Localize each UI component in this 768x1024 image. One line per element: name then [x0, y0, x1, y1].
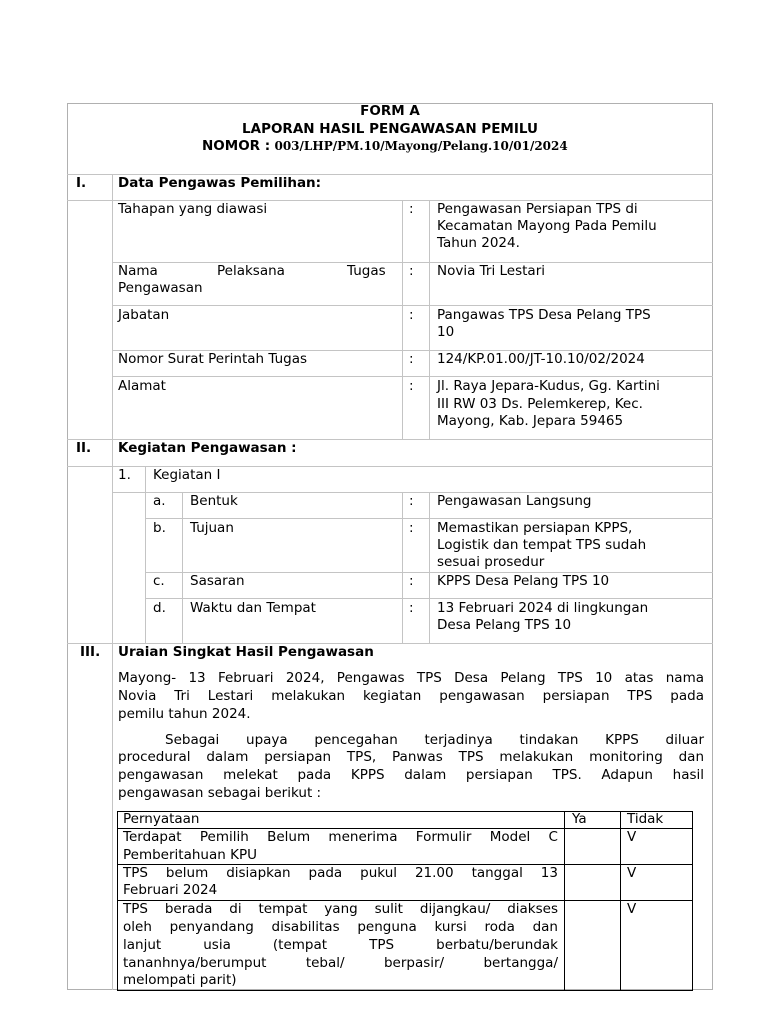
- table-cell: lanjut usia (tempat TPS berbatu/berundak: [123, 937, 558, 953]
- report-title: LAPORAN HASIL PENGAWASAN PEMILU: [242, 121, 538, 137]
- field-value: Mayong, Kab. Jepara 59465: [437, 413, 624, 429]
- field-label: Pelaksana: [217, 263, 285, 279]
- table-cell: TPS berada di tempat yang sulit dijangkau/ diakses: [123, 901, 558, 917]
- field-separator: :: [409, 351, 414, 367]
- divider: [112, 376, 713, 377]
- section-number: III.: [80, 644, 101, 660]
- field-separator: :: [409, 600, 414, 616]
- divider: [402, 200, 403, 439]
- field-value: III RW 03 Ds. Pelemkerep, Kec.: [437, 396, 643, 412]
- divider: [429, 492, 430, 643]
- field-value: Logistik dan tempat TPS sudah: [437, 537, 647, 553]
- paragraph-line: Novia Tri Lestari melakukan kegiatan pengawasan persiapan TPS pada: [118, 688, 704, 704]
- activity-number: 1.: [118, 467, 131, 483]
- field-label: Jabatan: [118, 307, 170, 323]
- field-value: Jl. Raya Jepara-Kudus, Gg. Kartini: [437, 378, 660, 394]
- nomor-value: 003/LHP/PM.10/Mayong/Pelang.10/01/2024: [274, 139, 568, 153]
- divider: [112, 174, 113, 990]
- field-label: Nomor Surat Perintah Tugas: [118, 351, 308, 367]
- divider: [182, 492, 183, 643]
- field-value: Desa Pelang TPS 10: [437, 617, 572, 633]
- field-value: 10: [437, 324, 455, 340]
- paragraph-line: pengawasan sebagai berikut :: [118, 785, 322, 801]
- table-cell: Februari 2024: [123, 882, 218, 898]
- field-separator: :: [409, 573, 414, 589]
- table-cell-tidak: V: [627, 865, 637, 881]
- divider: [145, 466, 146, 643]
- item-letter: a.: [153, 493, 166, 509]
- section-title: Uraian Singkat Hasil Pengawasan: [118, 644, 374, 660]
- field-label: Pengawasan: [118, 280, 203, 296]
- paragraph-line: procedural dalam persiapan TPS, Panwas TPS melakukan monitoring dan: [118, 749, 704, 765]
- paragraph-line: pengawasan melekat pada KPPS dalam persiapan TPS. Adapun hasil: [118, 767, 704, 783]
- field-separator: :: [409, 378, 414, 394]
- field-value: KPPS Desa Pelang TPS 10: [437, 573, 610, 589]
- field-separator: :: [409, 307, 414, 323]
- table-cell-tidak: V: [627, 829, 637, 845]
- field-label: Alamat: [118, 378, 166, 394]
- field-separator: :: [409, 263, 414, 279]
- section-title: Data Pengawas Pemilihan:: [118, 175, 322, 191]
- field-value: Novia Tri Lestari: [437, 263, 546, 279]
- table-cell: melompati parit): [123, 972, 237, 988]
- divider: [112, 305, 713, 306]
- field-value: sesuai prosedur: [437, 554, 545, 570]
- table-divider: [564, 811, 565, 991]
- field-value: 13 Februari 2024 di lingkungan: [437, 600, 649, 616]
- divider: [402, 492, 403, 643]
- field-label: Tugas: [347, 263, 386, 279]
- form-label: FORM A: [360, 103, 420, 119]
- field-separator: :: [409, 520, 414, 536]
- table-header-pernyataan: Pernyataan: [123, 811, 200, 827]
- table-cell: Pemberitahuan KPU: [123, 847, 257, 863]
- field-label: Sasaran: [190, 573, 245, 589]
- paragraph-line: Sebagai upaya pencegahan terjadinya tindakan KPPS diluar: [165, 732, 704, 748]
- table-divider: [620, 811, 621, 991]
- nomor-label: NOMOR :: [202, 138, 271, 154]
- table-cell: Terdapat Pemilih Belum menerima Formulir Model C: [123, 829, 558, 845]
- table-cell-tidak: V: [627, 901, 637, 917]
- table-cell: tananhnya/berumput tebal/ berpasir/ bertangga/: [123, 955, 558, 971]
- field-label: Bentuk: [190, 493, 238, 509]
- field-value: Kecamatan Mayong Pada Pemilu: [437, 218, 657, 234]
- field-value: Tahun 2024.: [437, 235, 520, 251]
- table-header-ya: Ya: [572, 811, 587, 827]
- item-letter: b.: [153, 520, 166, 536]
- field-separator: :: [409, 201, 414, 217]
- table-cell: TPS belum disiapkan pada pukul 21.00 tanggal 13: [123, 865, 558, 881]
- field-value: Pangawas TPS Desa Pelang TPS: [437, 307, 651, 323]
- field-label: Nama: [118, 263, 158, 279]
- field-value: Pengawasan Persiapan TPS di: [437, 201, 638, 217]
- table-header-tidak: Tidak: [627, 811, 664, 827]
- field-separator: :: [409, 493, 414, 509]
- activity-title: Kegiatan I: [153, 467, 221, 483]
- report-number: [202, 138, 568, 156]
- item-letter: c.: [153, 573, 165, 589]
- field-value: Pengawasan Langsung: [437, 493, 592, 509]
- paragraph-line: pemilu tahun 2024.: [118, 706, 251, 722]
- field-label: Tahapan yang diawasi: [118, 201, 268, 217]
- section-number: I.: [76, 175, 87, 191]
- item-letter: d.: [153, 600, 166, 616]
- section-title: Kegiatan Pengawasan :: [118, 440, 297, 456]
- table-cell: oleh penyandang disabilitas penguna kursi roda dan: [123, 919, 558, 935]
- field-value: 124/KP.01.00/JT-10.10/02/2024: [437, 351, 645, 367]
- paragraph-line: Mayong- 13 Februari 2024, Pengawas TPS Desa Pelang TPS 10 atas nama: [118, 670, 704, 686]
- field-label: Tujuan: [190, 520, 234, 536]
- section-number: II.: [76, 440, 92, 456]
- field-value: Memastikan persiapan KPPS,: [437, 520, 633, 536]
- divider: [429, 200, 430, 439]
- field-label: Waktu dan Tempat: [190, 600, 316, 616]
